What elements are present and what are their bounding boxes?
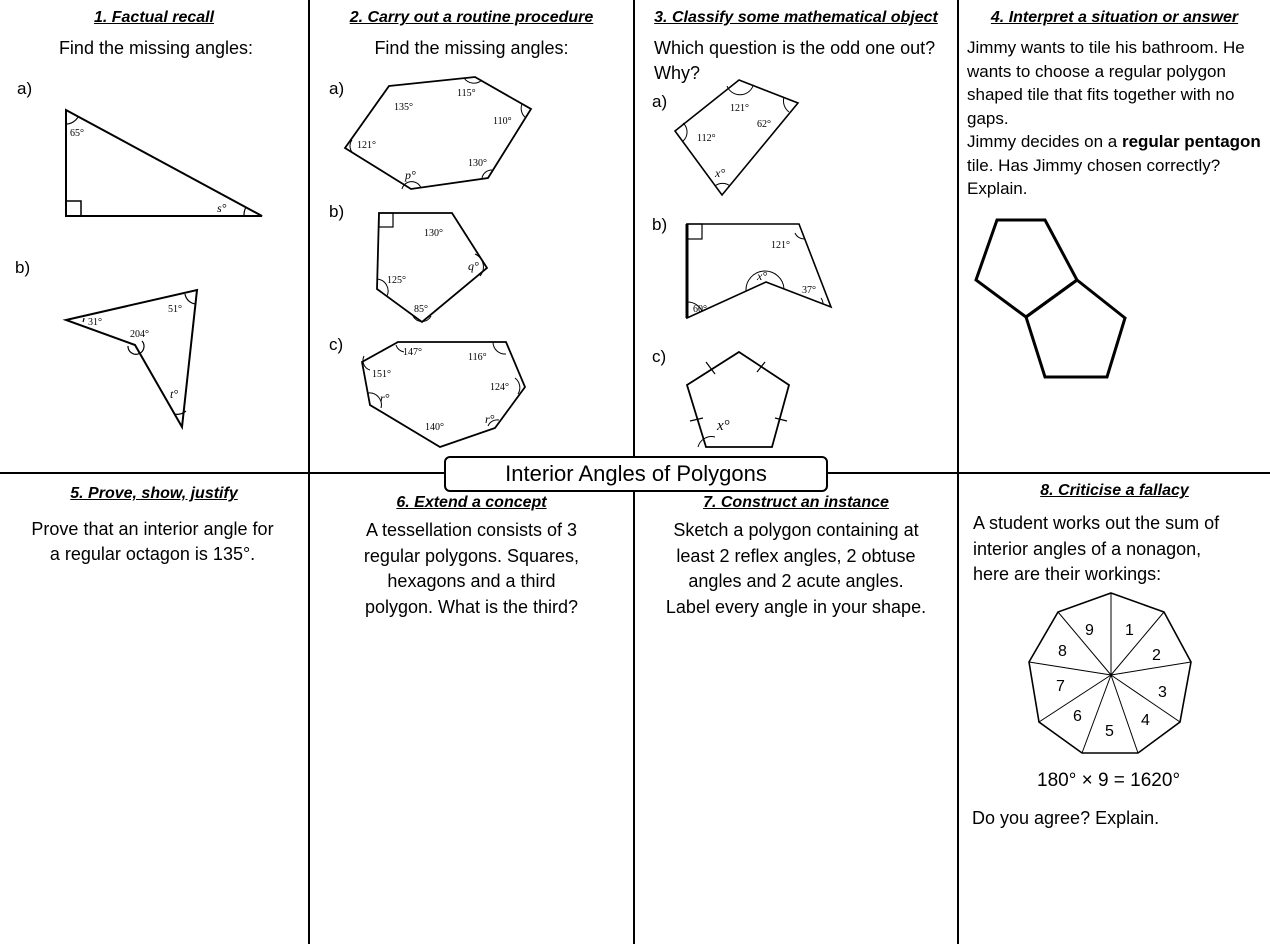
cell-1-diagrams [0,0,308,470]
text-line: wants to choose a regular polygon [967,61,1226,81]
text-line: Jimmy wants to tile his bathroom. He [967,38,1245,57]
sector-number: 1 [1125,622,1134,639]
cell-1-heading: 1. Factual recall [93,9,215,26]
angle-label: 121° [730,103,749,114]
sector-number: 7 [1056,678,1065,695]
cell-4-heading: 4. Interpret a situation or answer [990,9,1239,26]
cell-5-heading: 5. Prove, show, justify [70,485,238,502]
angle-label: p° [405,168,416,182]
sector-number: 3 [1158,684,1167,701]
text-line: A student works out the sum of [973,513,1220,533]
cell-6-heading: 6. Extend a concept [396,494,547,511]
text-line: tile. Has Jimmy chosen correctly? [967,155,1221,175]
angle-label: 135° [394,102,413,113]
text-line: a regular octagon is 135°. [49,544,256,564]
angle-label: r° [380,391,390,405]
angle-label: x° [757,269,768,283]
angle-label: 51° [168,304,182,315]
text-line: hexagons and a third [387,571,556,591]
angle-label: 147° [403,347,422,358]
fallacy-question: Do you agree? Explain. [972,808,1160,828]
angle-label: 140° [425,422,444,433]
page-title: Interior Angles of Polygons [444,456,828,492]
text-bold: regular pentagon [1121,132,1261,151]
cell-5-text [0,517,305,567]
angle-label: x° [717,418,730,434]
text-line: polygon. What is the third? [364,596,579,617]
part-label: a) [329,79,345,98]
cell-3-heading: 3. Classify some mathematical object [654,9,938,26]
part-label: c) [652,347,667,366]
angle-label: 204° [130,329,149,340]
text-line: least 2 reflex angles, 2 obtuse [676,545,916,566]
angle-label: s° [217,201,227,215]
part-label: a) [17,79,33,98]
cell-8-heading: 8. Criticise a fallacy [1040,482,1189,499]
sector-number: 5 [1105,723,1114,740]
angle-label: q° [468,259,479,273]
text-line: angles and 2 acute angles. [688,571,904,591]
sector-number: 6 [1073,708,1082,725]
part-label: a) [652,92,668,111]
text-line: interior angles of a nonagon, [973,538,1202,559]
angle-label: 125° [387,275,406,286]
angle-label: 110° [493,116,512,127]
angle-label: 130° [468,158,487,169]
text-line: Label every angle in your shape. [665,596,927,617]
fallacy-equation: 180° × 9 = 1620° [1037,770,1181,791]
cell-7-heading: 7. Construct an instance [703,494,889,511]
cell-1-instruction: Find the missing angles: [58,38,254,58]
cell-3-instruction: Which question is the odd one out? Why? [654,38,936,83]
text-line: Sketch a polygon containing at [673,520,919,540]
angle-label: t° [170,387,179,401]
part-label: c) [329,335,344,354]
cell-8-text [973,511,1219,588]
angle-label: 121° [771,240,790,251]
angle-label: 130° [424,228,443,239]
angle-label: 112° [697,133,716,144]
cell-2-diagrams [310,0,633,470]
angle-label: 116° [468,352,487,363]
sector-number: 4 [1141,712,1150,729]
cell-6-text [310,518,633,620]
text-line: Prove that an interior angle for [31,519,274,539]
angle-label: 37° [802,285,816,296]
part-label: b) [652,215,668,234]
angle-label: 60° [693,304,707,315]
cell-2-instruction: Find the missing angles: [374,38,569,58]
text-line: regular polygons. Squares, [363,545,580,566]
angle-label: 115° [457,88,476,99]
part-label: b) [329,202,345,221]
cell-3-diagrams [635,0,957,470]
angle-label: 65° [70,128,84,139]
angle-label: x° [715,166,726,180]
angle-label: 85° [414,304,428,315]
text-span: Jimmy decides on a [967,132,1122,151]
cell-7-text [635,518,957,620]
text-line: gaps. [967,108,1009,128]
angle-label: 124° [490,382,509,393]
angle-label: 121° [357,140,376,151]
sector-number: 8 [1058,643,1067,660]
text-line: shaped tile that fits together with no [967,85,1235,104]
angle-label: 62° [757,119,771,130]
angle-label: 151° [372,369,391,380]
text-line: here are their workings: [973,564,1162,584]
angle-label: 31° [88,317,102,328]
angle-label: r° [485,412,495,426]
text-line: Explain. [967,179,1028,198]
cell-2-heading: 2. Carry out a routine procedure [349,9,594,26]
text-line: A tessellation consists of 3 [365,520,578,540]
sector-number: 2 [1152,647,1161,664]
part-label: b) [15,258,31,277]
sector-number: 9 [1085,622,1094,639]
